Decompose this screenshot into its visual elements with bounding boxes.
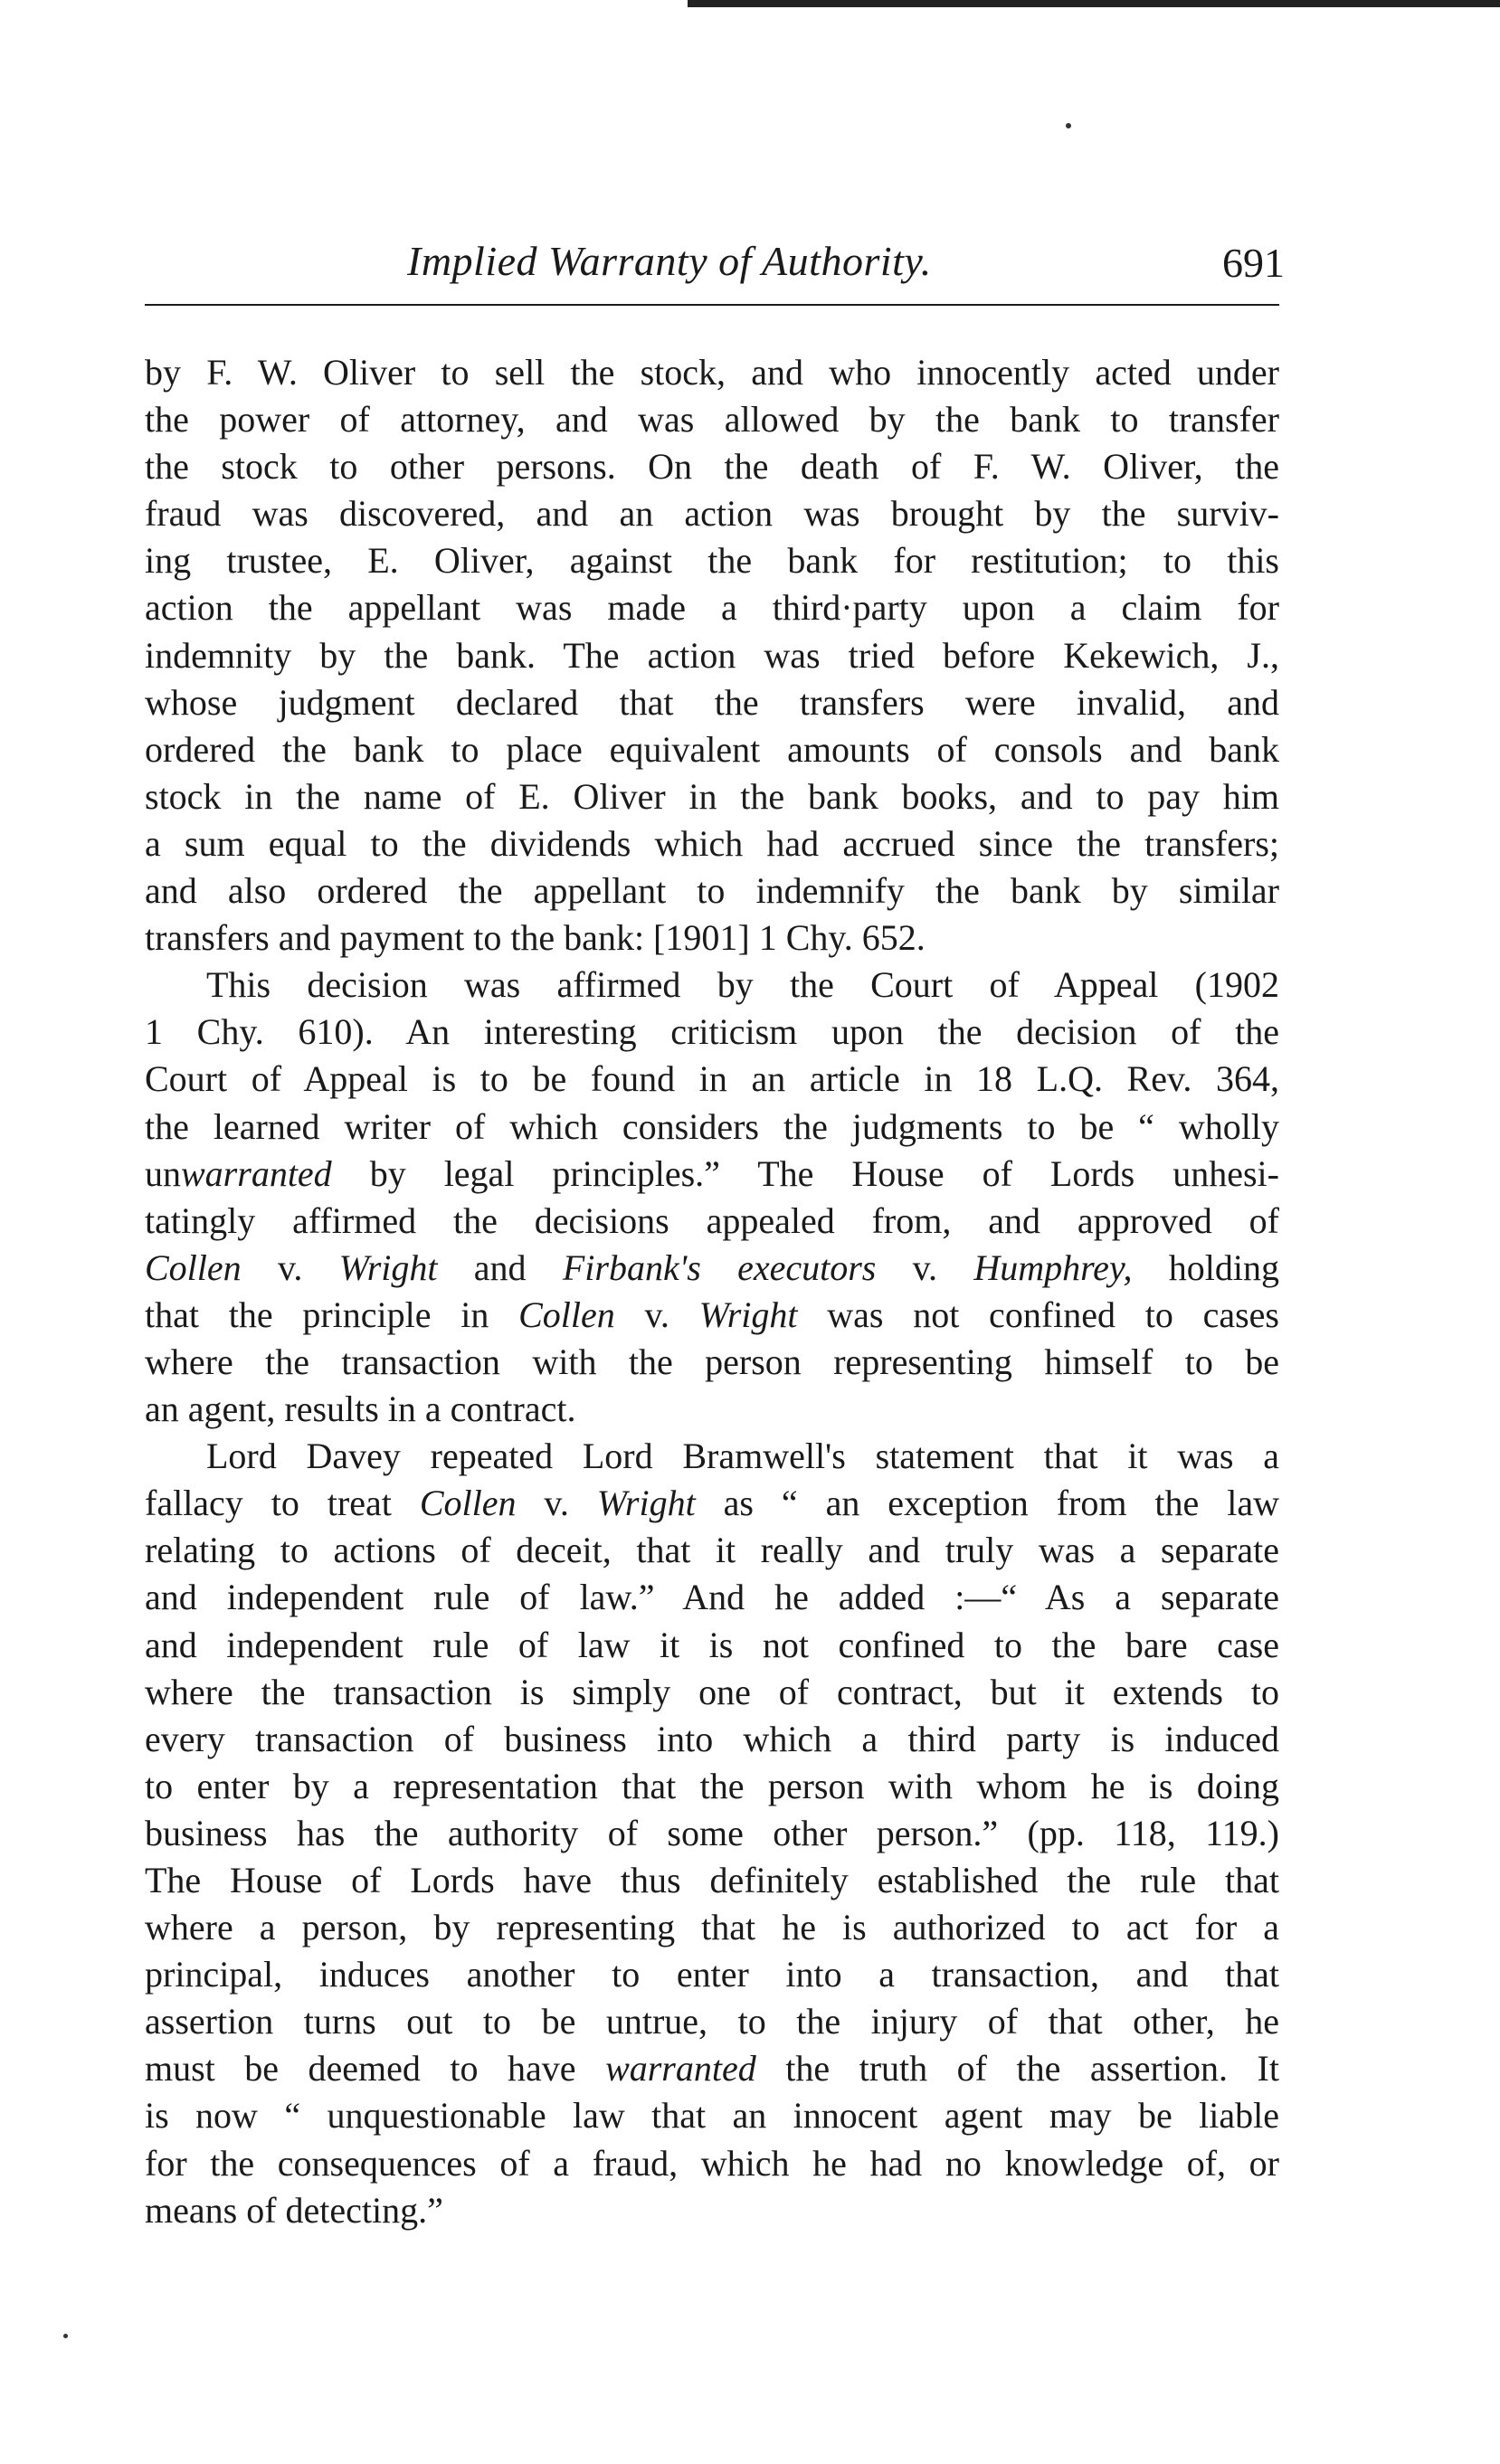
text-line: to enter by a representation that the person with whom he is doing [145, 1765, 1279, 1806]
scan-speck [63, 2334, 68, 2338]
text-line: the learned writer of which considers the judgments to be “ wholly [145, 1105, 1279, 1147]
text-line: that the principle in Collen v. Wright was not confined to cases [145, 1294, 1279, 1335]
body-text [145, 349, 1279, 2234]
text-line: ing trustee, E. Oliver, against the bank for restitution; to this [145, 540, 1279, 582]
text-line: fraud was discovered, and an action was brought by the surviv- [145, 493, 1279, 535]
text-line: the power of attorney, and was allowed by the bank to transfer [145, 399, 1279, 441]
italic-case-name: Collen [145, 1246, 242, 1288]
italic-case-name: Humphrey, [973, 1246, 1133, 1288]
scan-speck [1066, 123, 1071, 128]
paragraph [145, 1433, 1279, 2234]
running-title: Implied Warranty of Authority. [407, 238, 932, 284]
text-line: where the transaction with the person representing himself to be [145, 1341, 1279, 1382]
text-line: means of detecting.” [145, 2189, 443, 2231]
text-line: stock in the name of E. Oliver in the bank books, and to pay him [145, 775, 1279, 817]
paragraph [145, 962, 1279, 1433]
paragraph [145, 349, 1279, 962]
text-line: by F. W. Oliver to sell the stock, and who innocently acted under [145, 352, 1279, 393]
top-edge-rule [688, 0, 1500, 7]
text-line: 1 Chy. 610). An interesting criticism upon the decision of the [145, 1011, 1279, 1053]
header-rule [145, 304, 1279, 306]
italic-case-name: Wright [596, 1483, 696, 1524]
text-line: and independent rule of law it is not confined to the bare case [145, 1624, 1279, 1665]
text-line: ordered the bank to place equivalent amounts of consols and bank [145, 728, 1279, 770]
text-line: The House of Lords have thus definitely established the rule that [145, 1860, 1279, 1900]
text-line: Collen v. Wright and Firbank's executors v. Humphrey, holding [145, 1246, 1279, 1288]
text-line: indemnity by the bank. The action was tried before Kekewich, J., [145, 634, 1279, 676]
text-line: must be deemed to have warranted the truth of the assertion. It [145, 2048, 1279, 2090]
text-line: relating to actions of deceit, that it really and truly was a separate [145, 1530, 1279, 1571]
text-line: whose judgment declared that the transfers were invalid, and [145, 681, 1279, 723]
text-line: and independent rule of law.” And he added :—“ As a separate [145, 1577, 1279, 1618]
italic-case-name: Wright [338, 1246, 438, 1288]
text-line: business has the authority of some other person.” (pp. 118, 119.) [145, 1812, 1279, 1853]
text-line: an agent, results in a contract. [145, 1388, 576, 1430]
italic-case-name: Firbank's executors [562, 1246, 877, 1288]
text-line: Lord Davey repeated Lord Bramwell's statement that it was a [206, 1436, 1279, 1477]
text-line: principal, induces another to enter into a transaction, and that [145, 1954, 1279, 1995]
text-line: unwarranted by legal principles.” The House of Lords unhesi- [145, 1152, 1279, 1194]
page-number: 691 [1222, 240, 1285, 286]
italic-case-name: warranted [605, 2048, 756, 2090]
text-line: transfers and payment to the bank: [1901] 1 Chy. 652. [145, 917, 926, 959]
italic-case-name: warranted [181, 1152, 332, 1194]
text-line: a sum equal to the dividends which had accrued since the transfers; [145, 822, 1279, 864]
italic-case-name: Collen [419, 1483, 517, 1524]
text-line: where a person, by representing that he is authorized to act for a [145, 1907, 1279, 1948]
text-line: fallacy to treat Collen v. Wright as “ an exception from the law [145, 1483, 1279, 1524]
text-line: tatingly affirmed the decisions appealed from, and approved of [145, 1199, 1279, 1241]
text-line: every transaction of business into which a third party is induced [145, 1718, 1279, 1759]
text-line: where the transaction is simply one of contract, but it extends to [145, 1671, 1279, 1712]
text-line: is now “ unquestionable law that an innocent agent may be liable [145, 2095, 1279, 2137]
text-line: Court of Appeal is to be found in an article in 18 L.Q. Rev. 364, [145, 1058, 1279, 1100]
page-header [145, 237, 1285, 300]
text-line: This decision was affirmed by the Court of Appeal (1902 [206, 964, 1279, 1006]
text-line: and also ordered the appellant to indemnify the bank by similar [145, 870, 1279, 912]
text-line: the stock to other persons. On the death of F. W. Oliver, the [145, 446, 1279, 488]
text-line: for the consequences of a fraud, which he had no knowledge of, or [145, 2142, 1279, 2184]
text-line: action the appellant was made a third·party upon a claim for [145, 587, 1279, 629]
italic-case-name: Collen [518, 1294, 615, 1335]
italic-case-name: Wright [698, 1294, 798, 1335]
text-line: assertion turns out to be untrue, to the injury of that other, he [145, 2001, 1279, 2042]
